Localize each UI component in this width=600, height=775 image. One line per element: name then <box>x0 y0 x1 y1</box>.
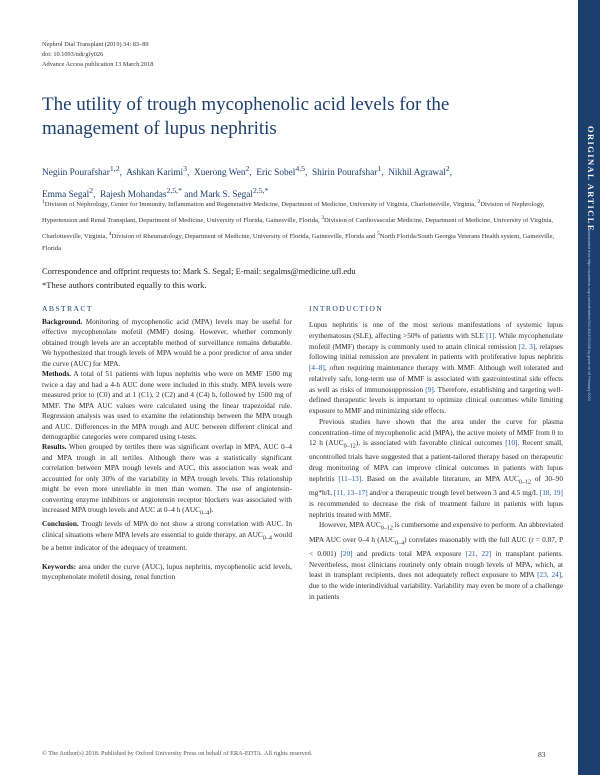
citation-link[interactable]: [10] <box>505 438 518 448</box>
citation-link[interactable]: [4–8] <box>309 363 325 372</box>
author[interactable]: Rajesh Mohandas$^{2,5,*}$ <box>100 186 182 201</box>
citation-link[interactable]: [18, 19] <box>539 488 563 498</box>
journal-meta <box>42 40 153 70</box>
citation-link[interactable]: [1] <box>486 330 495 340</box>
intro-paragraph-1: Lupus nephritis is one of the most serious manifestations of systemic lupus erythematosus (SLE), affecting >50% of patients with SLE [1]. While mycophenolate mofetil (MMF) therapy is commonly used to attain clinical remission [2, 3], relapses following initial remission are prevalent in patients with proliferative lupus nephritis [4–8], often requiring maintenance therapy with MMF. Although well tolerated and relatively safe, long-term use of MMF is associated with gastrointestinal side effects as well as risks of immunosuppression [9]. Therefore, establishing and targeting well-defined therapeutic levels is important to optimize clinical outcomes while limiting exposure to MMF and minimizing side effects. <box>309 320 564 415</box>
introduction-heading: INTRODUCTION <box>309 304 384 313</box>
keywords: Keywords: area under the curve (AUC), lupus nephritis, mycophenolic acid levels, mycophenolate mofetil dosing, renal function <box>42 561 292 582</box>
abstract-background: Background. Monitoring of mycophenolic acid (MPA) levels may be useful for effective mycophenolate mofetil (MMF) dosing. However, whether commonly obtained trough levels are an acceptable method of surveillance remains debatable. We hypothesized that trough levels of MPA would be a poor predictor of area under the curve (AUC) for MPA. <box>42 317 293 368</box>
citation-link[interactable]: [23, 24] <box>537 570 562 580</box>
author[interactable]: Xuerong Wen$^2$ <box>193 164 250 179</box>
abstract-conclusion: Conclusion. Trough levels of MPA do not show a strong correlation with AUC. In clinical situations where MPA levels are essential to guide therapy, an $AUC_{0-4}$ would be a better indicator of the adequacy of treatment. <box>42 519 292 553</box>
download-note: Downloaded from https://academic.oup.com/ndt/article/34/1/83/4924448 by guest on 18 February 2023 <box>587 228 591 401</box>
abstract-heading: ABSTRACT <box>42 304 93 313</box>
citation-link[interactable]: [2, 3] <box>518 341 536 351</box>
author[interactable]: Nikhil Agrawal$^2$ <box>388 164 450 179</box>
advance-access: Advance Access publication 13 March 2018 <box>42 61 154 68</box>
abstract-methods: Methods. A total of 51 patients with lupus nephritis who were on MMF 1500 mg twice a day and had a 4-h AUC done were included in this study. MPA levels were measured prior to (C0) and at 1 (C1), 2 (C2) and 4 (C4) h, followed by 1500 mg of MMF. The MPA AUC values were calculated using the linear trapezoidal rule. Regression analysis was used to examine the relationship between the MPA trough and AUC. Differences in the MPA trough and AUC between different clinical and demographic categories were compared using t-tests. <box>42 369 293 441</box>
intro-paragraph-2: Previous studies have shown that the area under the curve for plasma concentration–time of mycophenolic acid (MPA), the active moiety of MMF from 0 to 12 h $(AUC_{0-12})$, is associated with favorable clinical outcomes [10]. Recent small, uncontrolled trials have suggested that a patient-tailored therapy based on therapeutic drug monitoring of MPA can improve clinical outcomes in patients with lupus nephritis [11–13]. Based on the available literature, an MPA $AUC_{0-12}$ of 30–90 mg*h/L [11, 13–17] and/or a therapeutic trough level between 3 and 4.5 mg/L [18, 19] is recommended to decrease the risk of treatment failure in patients with lupus nephritis treated with MMF. <box>309 416 563 519</box>
citation-link[interactable]: [9] <box>425 384 434 394</box>
page-number: 83 <box>538 750 546 759</box>
citation-link[interactable]: [20] <box>340 548 353 558</box>
article-title: The utility of trough mycophenolic acid levels for the management of lupus nephritis <box>42 94 450 139</box>
affiliations: $^1$Division of Nephrology, Center for Immunity, Inflammation and Regenerative Medicine, Department of Medicine, University of Virginia, Charlottesville, Virginia, $^2$Division of Nephrology, Hypertension and Renal Transplant, Department of Medicine, University of Florida, Gainesville, Florida, $^3$Division of Cardiovascular Medicine, Department of Medicine, University of Virginia, Charlottesville, Virginia, $^4$Division of Rheumatology, Department of Medicine, University of Florida, Gainesville, Florida and $^5$North Florida/South Georgia Veterans Health system, Gainesville, Florida <box>42 199 555 253</box>
abstract-body <box>42 317 292 677</box>
copyright-footer: © The Author(s) 2018. Published by Oxford University Press on behalf of ERA-EDTA. All rights reserved. <box>42 750 313 757</box>
citation-link[interactable]: [11, 13–17] <box>333 488 368 498</box>
author[interactable]: Eric Sobel$^{4,5}$ <box>256 164 306 179</box>
author[interactable]: Shirin Pourafshar$^1$ <box>312 164 382 179</box>
author[interactable]: Negiin Pourafshar$^{1,2}$ <box>42 164 120 179</box>
author[interactable]: Emma Segal$^2$ <box>42 186 94 201</box>
author[interactable]: Mark S. Segal$^{2,5,*}$ <box>200 186 269 201</box>
citation-link[interactable]: [11–13] <box>338 473 362 483</box>
journal-doi[interactable]: doi: 10.1093/ndt/gfy026 <box>42 51 104 58</box>
intro-paragraph-3: However, MPA $AUC_{0-12}$ is cumbersome and expensive to perform. An abbreviated MPA AUC over 0–4 h $(AUC_{0-4})$ correlates reasonably with the full AUC (r = 0.87, P < 0.001) [20] and predicts total MPA exposure [21, 22] in transplant patients. Nevertheless, most clinicians routinely only obtain trough levels of MPA, which, at least in transplant recipients, does not adequately reflect exposure to MPA [23, 24], due to the wide interindividual variability. Variability may even be more of a challenge in patients <box>309 520 564 601</box>
article-type-label: ORIGINAL ARTICLE <box>586 126 596 232</box>
citation-link[interactable]: [21, 22] <box>465 548 492 558</box>
journal-citation: Nephrol Dial Transplant (2019) 34: 83–89 <box>42 41 149 48</box>
author[interactable]: Ashkan Karimi$^3$ <box>126 164 187 179</box>
author-list: Negiin Pourafshar$^{1,2}$, Ashkan Karimi$^3$, Xuerong Wen$^2$, Eric Sobel$^{4,5}$, Shirin Pourafshar$^1$, Nikhil Agrawal$^2$, Emma Segal$^2$, Rajesh Mohandas$^{2,5,*}$ and Mark S. Segal$^{2,5,*}$ <box>42 164 452 201</box>
introduction-body <box>309 320 563 760</box>
abstract-results: Results. When grouped by tertiles there was significant overlap in MPA, AUC 0–4 and MPA trough in all tertiles. Although there was a statistically significant correlation between MPA trough levels and AUC, this association was weak and accounted for only 30% of the variability in MPA trough levels. This relationship might be even more unreliable in men than women. The use of angiotensin-converting enzyme inhibitors or angiotensin receptor blockers was associated with increased MPA trough levels and AUC at 0–4 h $(AUC_{0-4})$. <box>42 442 292 517</box>
correspondence: Correspondence and offprint requests to: Mark S. Segal; E-mail: segalms@medicine.ufl.edu <box>42 266 356 276</box>
equal-contribution-note: *These authors contributed equally to this work. <box>42 280 207 290</box>
